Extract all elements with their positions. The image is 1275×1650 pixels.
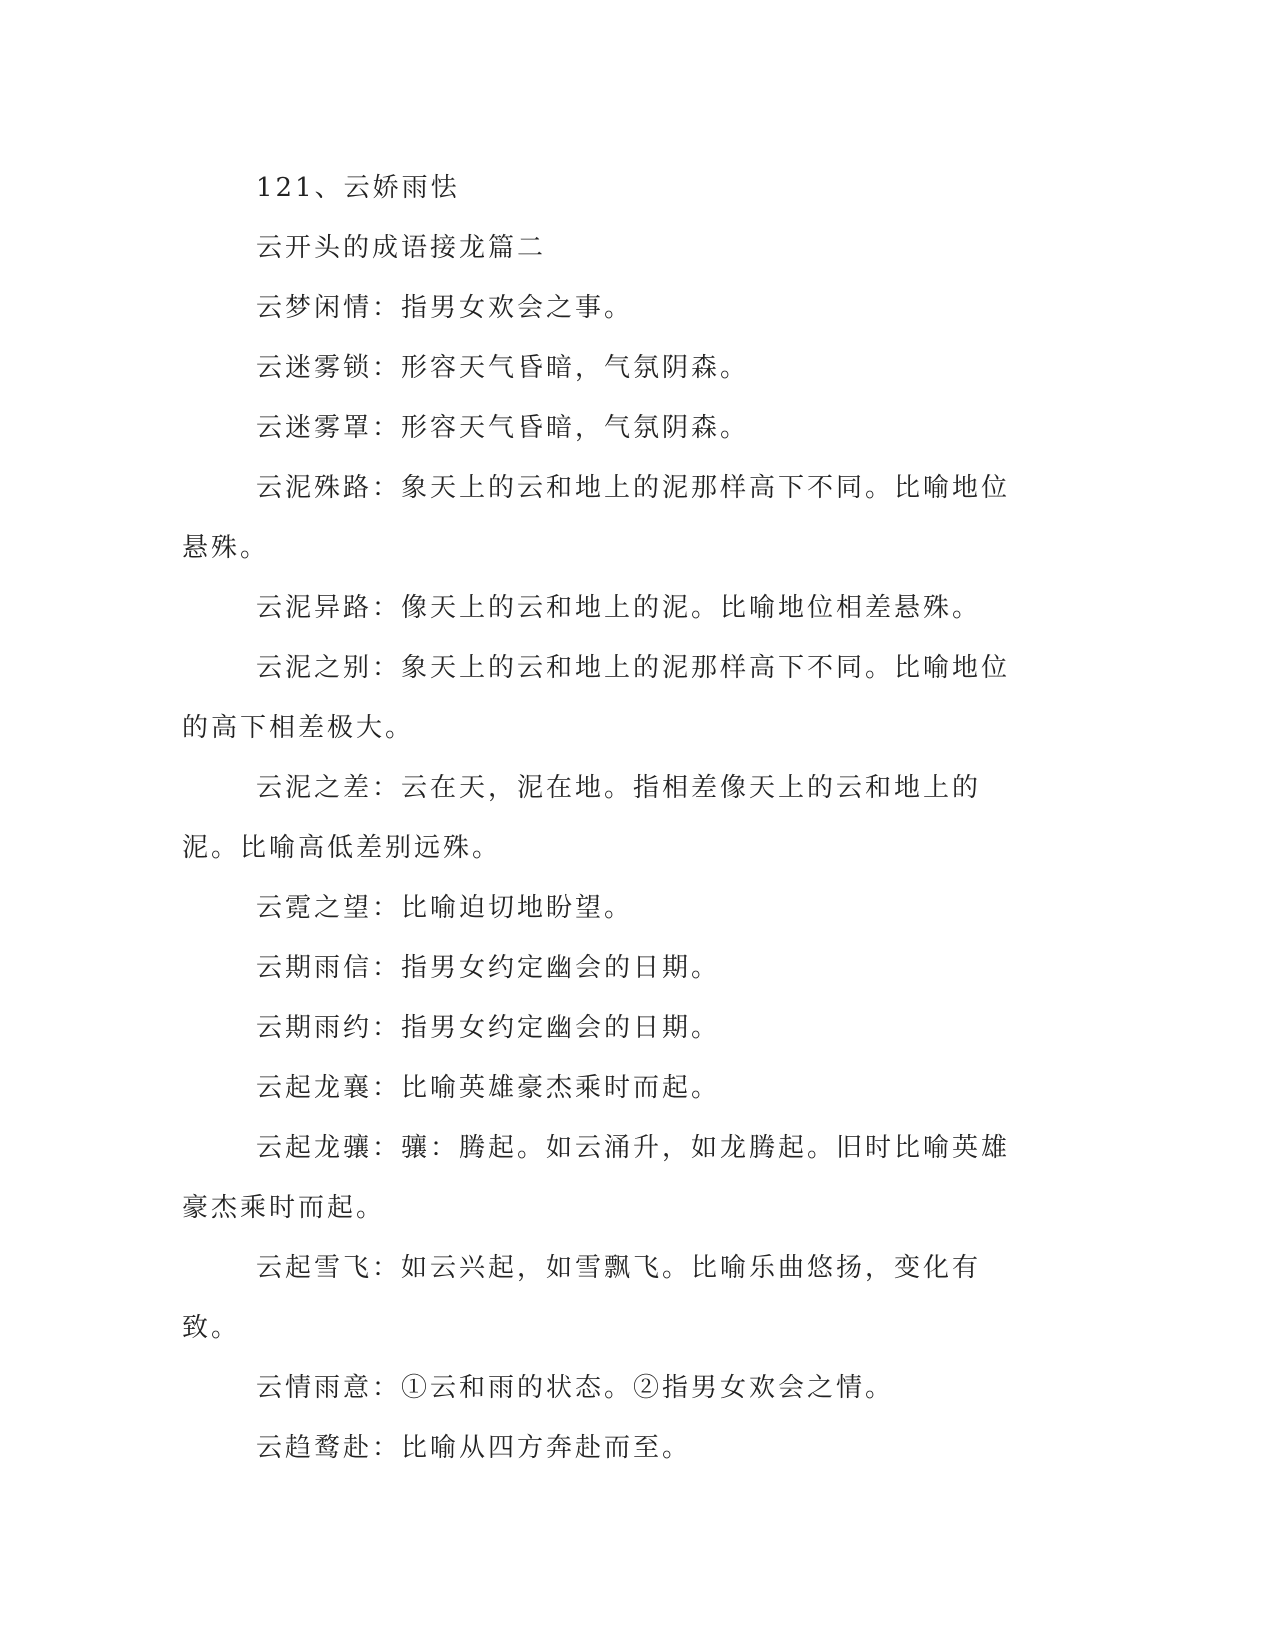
paragraph-idiom-10: 云期雨约：指男女约定幽会的日期。	[256, 1013, 721, 1043]
paragraph-idiom-9: 云期雨信：指男女约定幽会的日期。	[256, 953, 721, 983]
paragraph-section-title: 云开头的成语接龙篇二	[256, 233, 547, 263]
document-body	[182, 158, 1032, 1478]
paragraph-idiom-6: 云泥之别：象天上的云和地上的泥那样高下不同。比喻地位的高下相差极大。	[182, 653, 1011, 743]
paragraph-idiom-7: 云泥之差：云在天，泥在地。指相差像天上的云和地上的泥。比喻高低差别远殊。	[182, 773, 982, 863]
paragraph-idiom-8: 云霓之望：比喻迫切地盼望。	[256, 893, 634, 923]
paragraph-idiom-13: 云起雪飞：如云兴起，如雪飘飞。比喻乐曲悠扬，变化有致。	[182, 1253, 982, 1343]
paragraph-idiom-12: 云起龙骧：骧：腾起。如云涌升，如龙腾起。旧时比喻英雄豪杰乘时而起。	[182, 1133, 1011, 1223]
paragraph-heading-121: 121、云娇雨怯	[256, 173, 460, 203]
paragraph-idiom-11: 云起龙襄：比喻英雄豪杰乘时而起。	[256, 1073, 721, 1103]
paragraph-idiom-15: 云趋鹜赴：比喻从四方奔赴而至。	[256, 1433, 692, 1463]
paragraph-idiom-2: 云迷雾锁：形容天气昏暗，气氛阴森。	[256, 353, 750, 383]
paragraph-idiom-4: 云泥殊路：象天上的云和地上的泥那样高下不同。比喻地位悬殊。	[182, 473, 1011, 563]
paragraph-idiom-3: 云迷雾罩：形容天气昏暗，气氛阴森。	[256, 413, 750, 443]
paragraph-idiom-1: 云梦闲情：指男女欢会之事。	[256, 293, 634, 323]
paragraph-idiom-14: 云情雨意：①云和雨的状态。②指男女欢会之情。	[256, 1373, 895, 1403]
paragraph-idiom-5: 云泥异路：像天上的云和地上的泥。比喻地位相差悬殊。	[256, 593, 982, 623]
